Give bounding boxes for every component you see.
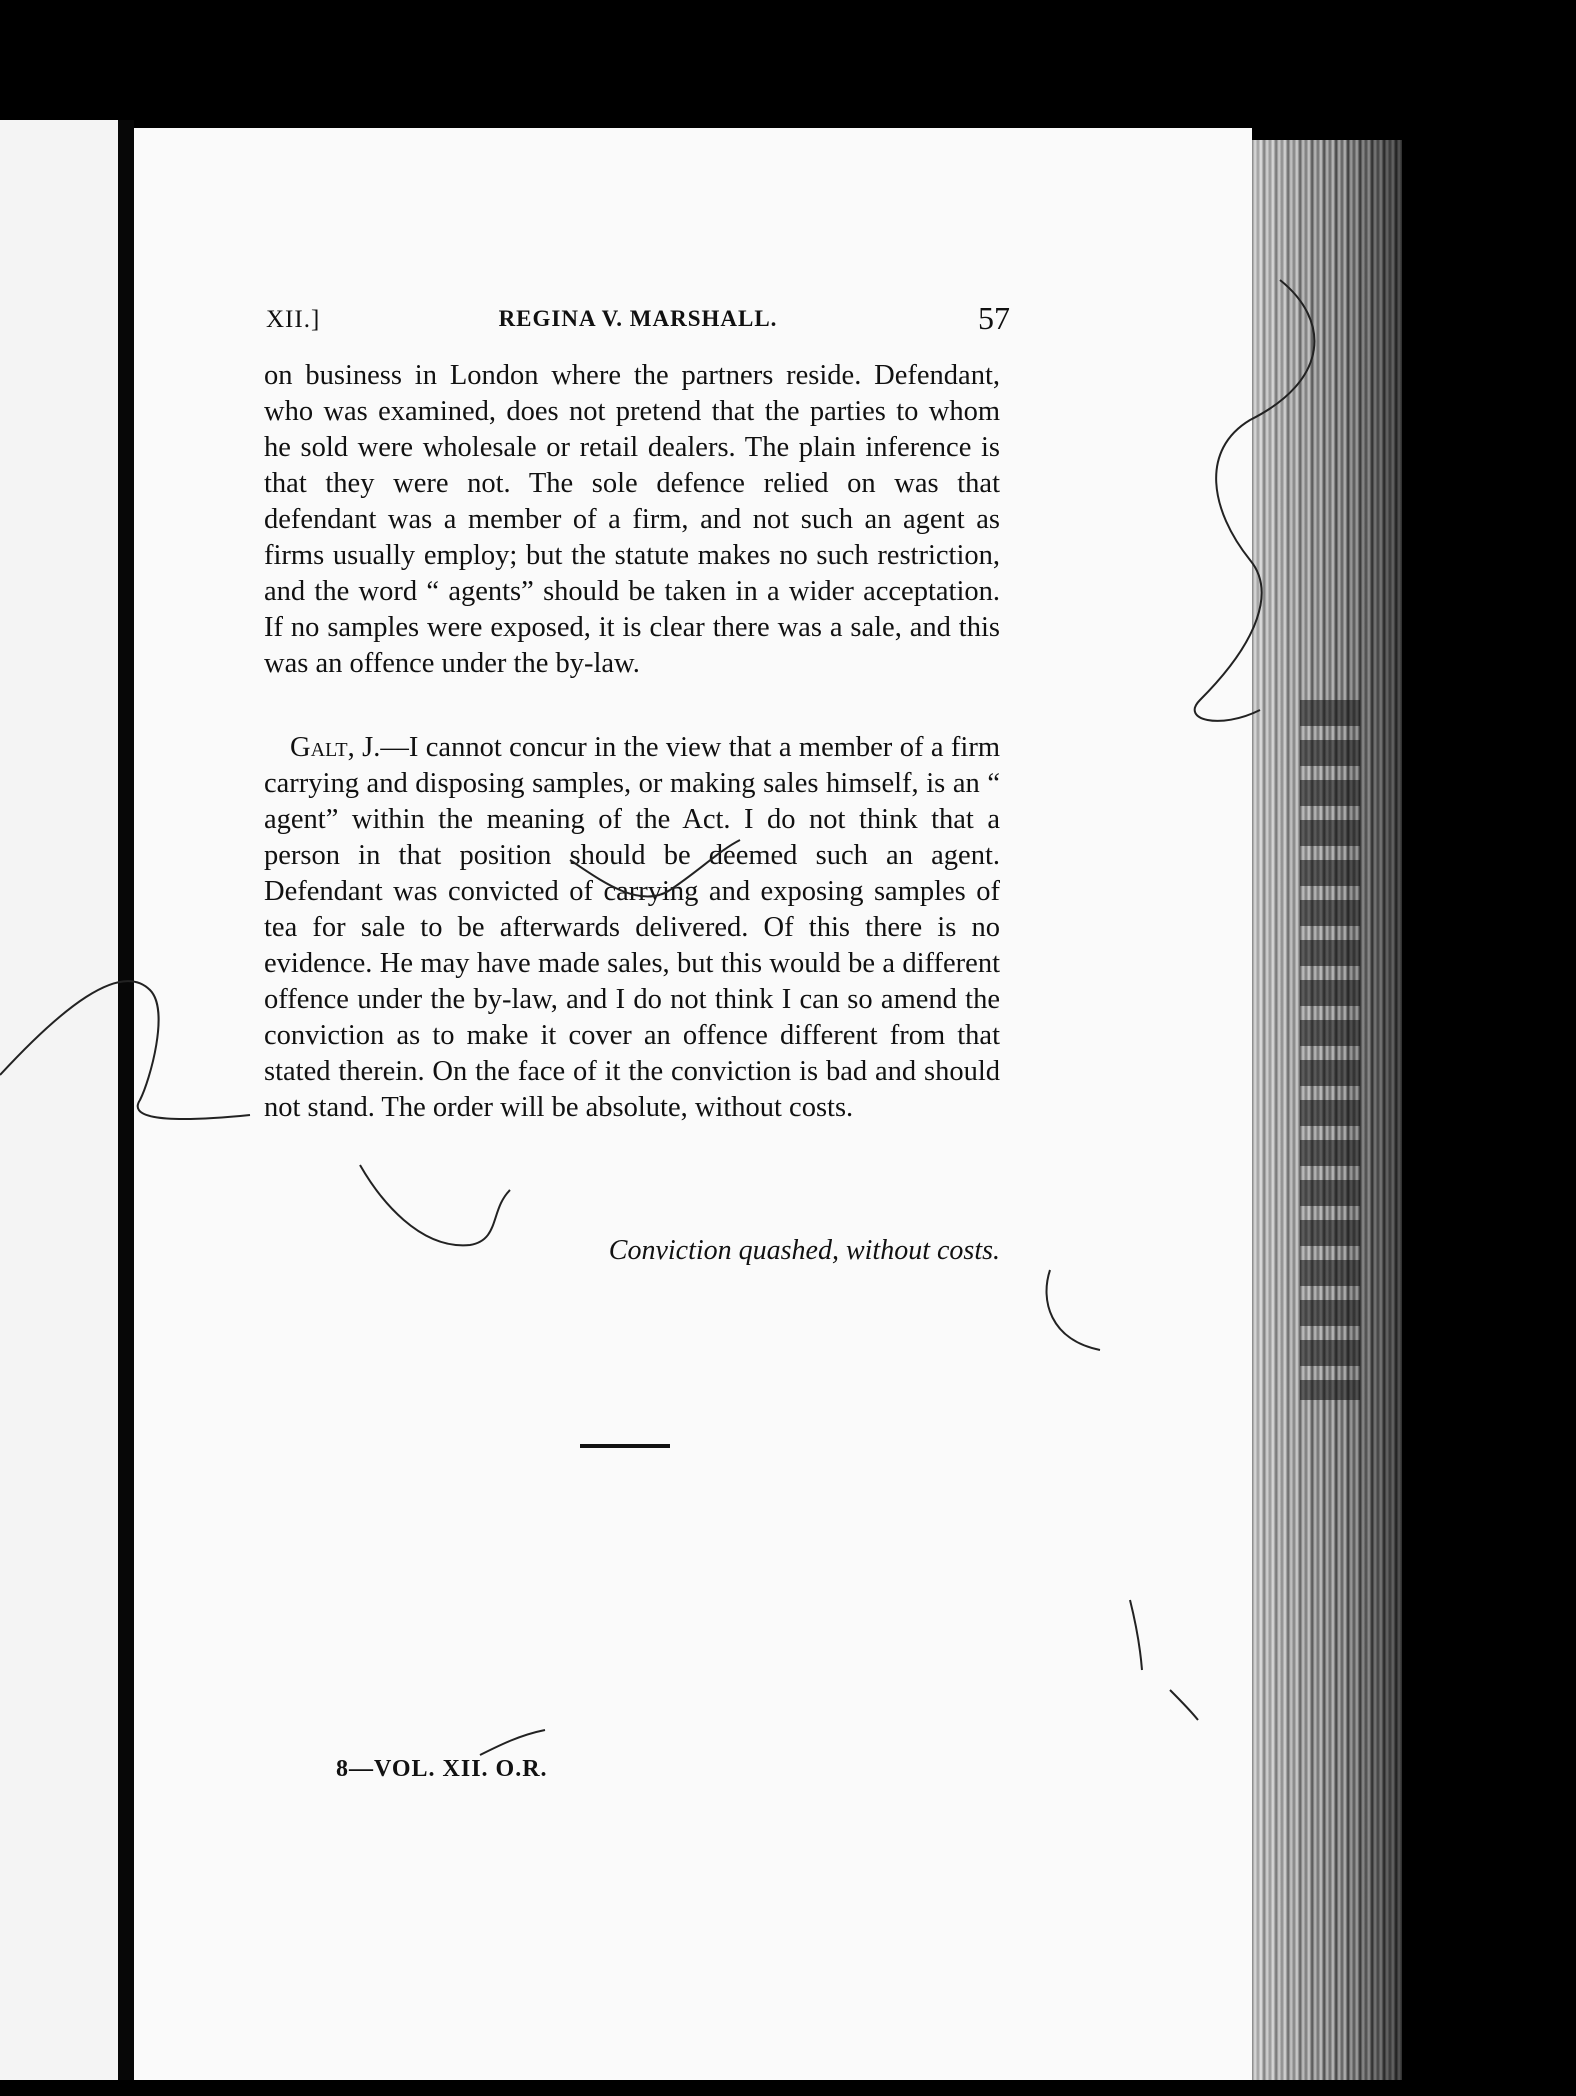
page-body bbox=[264, 358, 1000, 1126]
signature-mark: 8—VOL. XII. O.R. bbox=[336, 1756, 548, 1782]
judge-name: Galt, J. bbox=[290, 732, 381, 763]
paragraph-judgment bbox=[264, 730, 1000, 1126]
judgment-text: —I cannot concur in the view that a member of a firm carrying and disposing samples, or making sales himself, is an “ agent” within the meaning of the Act. I do not think that a person in that position should be deemed such an agent. Defendant was convicted of carrying and exposing samples of tea for sale to be afterwards delivered. Of this there is no evidence. He may have made sales, but this would be a different offence under the by-law, and I do not think I can so amend the conviction as to make it cover an offence different from that stated therein. On the face of it the conviction is bad and should not stand. The order will be absolute, without costs. bbox=[264, 732, 1000, 1123]
facing-page-edge bbox=[0, 120, 118, 2080]
running-head-volume: XII.] bbox=[266, 306, 321, 333]
page-number: 57 bbox=[978, 300, 1010, 336]
binding-gutter bbox=[118, 120, 134, 2080]
running-head bbox=[266, 300, 1010, 344]
page-edges-marking bbox=[1300, 700, 1360, 1400]
running-head-title: REGINA V. MARSHALL. bbox=[498, 306, 778, 331]
section-rule bbox=[580, 1444, 670, 1448]
case-result: Conviction quashed, without costs. bbox=[608, 1235, 1000, 1266]
paragraph-continuation: on business in London where the partners reside. Defendant, who was examined, does not pretend that the parties to whom he sold were wholesale or retail dealers. The plain inference is that they were not. The sole defence relied on was that defendant was a member of a firm, and not such an agent as firms usually employ; but the statute makes no such restriction, and the word “ agents” should be taken in a wider acceptation. If no samples were exposed, it is clear there was a sale, and this was an offence under the by-law. bbox=[264, 360, 1000, 679]
